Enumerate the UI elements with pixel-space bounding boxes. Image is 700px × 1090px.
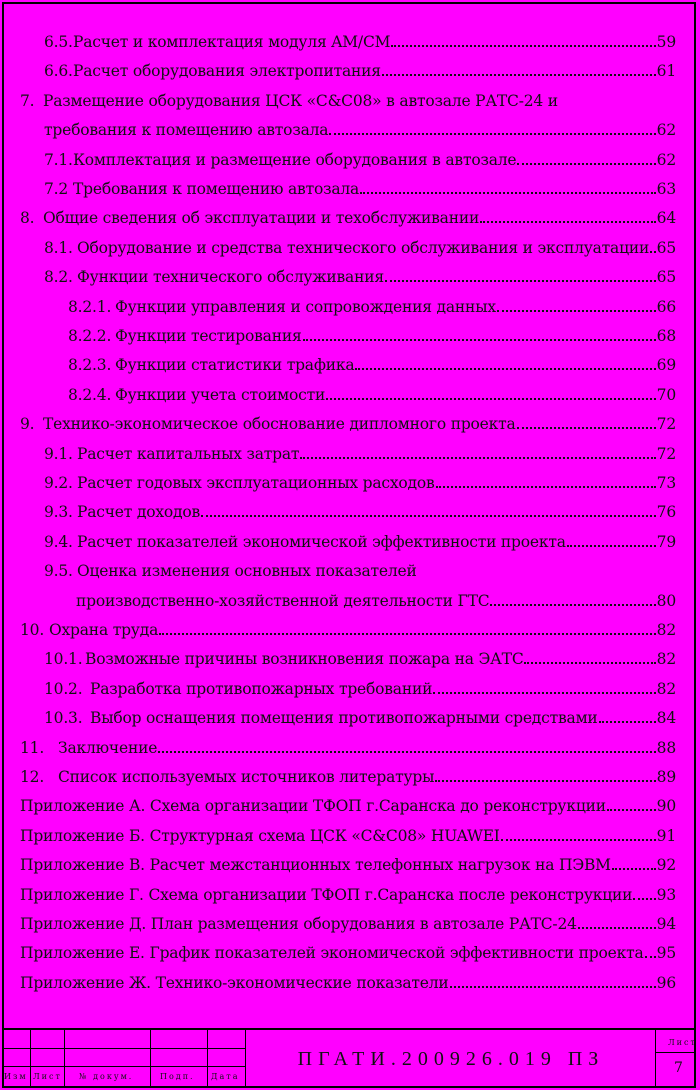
toc-entry: [20, 786, 676, 815]
toc-entry: [76, 581, 676, 610]
toc-entry-page: 79: [656, 532, 676, 551]
toc-entry: [20, 81, 676, 110]
stamp-label-list: Лист: [33, 1072, 62, 1081]
toc-entry-page: 65: [656, 268, 676, 287]
toc-entry: [44, 492, 676, 521]
toc-entry-title: Расчет капитальных затрат: [77, 444, 300, 463]
toc-entry-page: 59: [656, 33, 676, 51]
stamp-label-data: Дата: [211, 1072, 240, 1081]
toc-entry: [20, 933, 676, 962]
toc-leader-dots: [159, 633, 656, 635]
toc-entry: [68, 345, 676, 374]
toc-leader-dots: [633, 898, 655, 900]
toc-entry-title: Требования к помещению автозала: [73, 180, 360, 198]
toc-entry-page: 76: [656, 503, 676, 522]
stamp-row-line: [655, 1052, 694, 1053]
toc-entry-title: Возможные причины возникновения пожара на ЭАТС: [85, 650, 524, 669]
toc-entry: [44, 110, 676, 139]
sheet-number: 7: [674, 1060, 683, 1076]
toc-entry-page: 72: [656, 444, 676, 463]
toc-entry: [20, 198, 676, 227]
stamp-row-line: [2, 1048, 245, 1049]
toc-leader-dots: [450, 986, 656, 988]
toc-entry: [44, 434, 676, 463]
toc-entry-number: 12.: [20, 768, 45, 786]
toc-entry: [44, 698, 676, 727]
toc-entry-page: 64: [656, 209, 676, 228]
toc-entry-page: 93: [656, 885, 676, 904]
toc-entry-title: требования к помещению автозала: [44, 121, 329, 140]
toc-entry-page: 95: [656, 944, 676, 963]
toc-entry-page: 80: [656, 591, 676, 610]
toc-entry-page: 63: [656, 180, 676, 198]
toc-leader-dots: [612, 868, 656, 870]
toc-leader-dots: [480, 221, 656, 223]
toc-entry-title: Функции управления и сопровождения данных: [115, 297, 496, 316]
toc-entry-title: Охрана труда: [49, 621, 159, 639]
toc-entry-number: 8.2.2.: [68, 327, 112, 345]
toc-entry-title: Приложение Д. План размещения оборудования в автозале РАТС-24: [20, 915, 577, 933]
toc-entry-page: 84: [656, 709, 676, 728]
toc-entry: [44, 51, 676, 80]
toc-entry-title: Разработка противопожарных требований: [90, 679, 433, 698]
toc-entry-title: Функции технического обслуживания: [77, 268, 384, 287]
toc-entry-page: 91: [656, 826, 676, 845]
toc-leader-dots: [607, 809, 656, 811]
toc-entry-title: Оценка изменения основных показателей: [77, 562, 417, 581]
toc-entry-title: Заключение: [58, 738, 158, 757]
toc-entry-page: 70: [656, 385, 676, 404]
toc-entry-title: Приложение Б. Структурная схема ЦСК «C&C08» HUAWEI: [20, 826, 500, 845]
toc-entry-page: 92: [656, 856, 676, 875]
toc-entry-title: Расчет и комплектация модуля AM/CM: [73, 33, 391, 51]
toc-entry: [44, 522, 676, 551]
toc-leader-dots: [517, 427, 656, 429]
stamp-divider: [64, 1030, 65, 1088]
toc-entry-number: 9.: [20, 415, 35, 434]
toc-entry-title: Общие сведения об эксплуатации и техобслуживании: [43, 209, 480, 228]
toc-entry: [44, 257, 676, 286]
toc-entry-page: 90: [656, 797, 676, 816]
toc-entry: [20, 816, 676, 845]
toc-leader-dots: [158, 751, 655, 753]
stamp-label-izm: Изм: [4, 1072, 28, 1081]
toc-leader-dots: [355, 368, 655, 370]
toc-entry: [68, 316, 676, 345]
toc-leader-dots: [517, 163, 655, 165]
toc-entry-number: 8.2.1.: [68, 297, 112, 316]
toc-entry-page: 62: [656, 150, 676, 169]
toc-entry-title: Приложение В. Расчет межстанционных телефонных нагрузок на ПЭВМ: [20, 856, 611, 875]
toc-entry-page: 82: [656, 679, 676, 698]
toc-entry-number: 10.3.: [44, 709, 83, 728]
stamp-divider: [150, 1030, 151, 1088]
toc-entry-title: Расчет доходов: [77, 503, 201, 522]
toc-entry-number: 10.1.: [44, 650, 83, 669]
toc-entry: [20, 728, 676, 757]
toc-leader-dots: [578, 927, 656, 929]
toc-entry-number: 6.5.: [44, 33, 73, 51]
toc-entry-title: Расчет годовых эксплуатационных расходов: [77, 474, 435, 492]
toc-leader-dots: [650, 251, 656, 253]
toc-leader-dots: [385, 280, 656, 282]
toc-entry-title: Выбор оснащения помещения противопожарными средствами: [90, 709, 598, 728]
toc-entry: [68, 287, 676, 316]
toc-entry: [20, 610, 676, 639]
toc-entry-number: 7.1.: [44, 150, 73, 169]
toc-entry-number: 8.2.3.: [68, 356, 112, 375]
toc-leader-dots: [497, 310, 656, 312]
toc-entry-number: 8.2.: [44, 268, 73, 287]
toc-leader-dots: [599, 721, 656, 723]
toc-entry-title: Приложение Е. График показателей экономической эффективности проекта: [20, 944, 644, 963]
toc-entry-title: Расчет показателей экономической эффективности проекта: [77, 532, 566, 551]
toc-leader-dots: [645, 956, 656, 958]
title-block-stamp: [2, 1028, 696, 1088]
toc-entry-number: 9.3.: [44, 503, 73, 522]
toc-leader-dots: [303, 339, 656, 341]
stamp-label-podp: Подп.: [160, 1072, 195, 1081]
toc-leader-dots: [501, 839, 656, 841]
toc-entry-title: Размещение оборудования ЦСК «C&C08» в автозале РАТС-24 и: [43, 91, 558, 110]
toc-leader-dots: [360, 192, 656, 194]
toc-entry-page: 66: [656, 297, 676, 316]
toc-entry: [20, 963, 676, 992]
toc-entry-title: Функции тестирования: [115, 327, 302, 345]
toc-entry-page: 88: [656, 738, 676, 757]
toc-entry: [20, 875, 676, 904]
toc-leader-dots: [326, 398, 656, 400]
toc-entry-title: производственно-хозяйственной деятельности ГТС: [76, 591, 490, 610]
toc-entry: [20, 404, 676, 433]
toc-entry-page: 73: [656, 474, 676, 492]
toc-entry: [20, 757, 676, 786]
toc-leader-dots: [436, 486, 656, 488]
stamp-divider: [207, 1030, 208, 1088]
toc-entry-number: 9.4.: [44, 532, 73, 551]
toc-entry-number: 11.: [20, 738, 45, 757]
sheet-label: Лист: [668, 1038, 697, 1047]
toc-entry-page: 61: [656, 62, 676, 81]
toc-entry: [20, 904, 676, 933]
toc-entry: [44, 639, 676, 668]
toc-leader-dots: [201, 515, 656, 517]
toc-entry: [44, 169, 676, 198]
toc-entry-number: 9.2.: [44, 474, 73, 492]
toc-entry-title: Список используемых источников литературы: [58, 768, 435, 786]
toc-entry-number: 8.2.4.: [68, 385, 112, 404]
toc-entry-number: 8.1.: [44, 238, 73, 257]
toc-entry-number: 6.6.: [44, 62, 73, 81]
toc-entry: [44, 228, 676, 257]
toc-leader-dots: [435, 780, 655, 782]
document-code: ПГАТИ.200926.019 ПЗ: [297, 1047, 605, 1070]
toc-entry-number: 9.5.: [44, 562, 73, 581]
toc-entry-title: Приложение Г. Схема организации ТФОП г.Саранска после реконструкции: [20, 885, 633, 904]
toc-leader-dots: [524, 662, 655, 664]
toc-entry-page: 96: [656, 973, 676, 992]
toc-entry-title: Оборудование и средства технического обслуживания и эксплуатации: [77, 238, 650, 257]
toc-entry-page: 94: [656, 915, 676, 933]
toc-entry: [44, 669, 676, 698]
toc-entry-number: 7.: [20, 91, 35, 110]
toc-entry: [68, 375, 676, 404]
toc-entry-title: Функции статистики трафика: [115, 356, 355, 375]
toc-entry-title: Расчет оборудования электропитания: [73, 62, 381, 81]
toc-entry-number: 7.2: [44, 180, 69, 198]
toc-entry: [44, 551, 676, 580]
toc-leader-dots: [391, 45, 655, 47]
toc-entry: [44, 463, 676, 492]
toc-entry-number: 9.1.: [44, 444, 73, 463]
toc-leader-dots: [433, 692, 655, 694]
toc-entry-title: Комплектация и размещение оборудования в автозале: [73, 150, 517, 169]
toc-entry-title: Приложение Ж. Технико-экономические показатели: [20, 973, 449, 992]
toc-leader-dots: [490, 604, 655, 606]
toc-entry-page: 82: [656, 621, 676, 639]
toc-entry-page: 69: [656, 356, 676, 375]
stamp-label-dokum: № докум.: [79, 1072, 134, 1081]
toc-entry-page: 72: [656, 415, 676, 434]
stamp-divider: [30, 1030, 31, 1088]
toc-leader-dots: [567, 545, 656, 547]
toc-entry-number: 8.: [20, 209, 35, 228]
toc-entry-title: Технико-экономическое обоснование дипломного проекта: [43, 415, 516, 434]
toc-leader-dots: [300, 457, 655, 459]
toc-entry-title: Приложение А. Схема организации ТФОП г.Саранска до реконструкции: [20, 797, 606, 816]
toc-entry: [44, 140, 676, 169]
toc-entry-title: Функции учета стоимости: [115, 385, 326, 404]
toc-entry: [44, 22, 676, 51]
stamp-divider: [655, 1030, 656, 1088]
toc-entry-page: 82: [656, 650, 676, 669]
toc-leader-dots: [329, 133, 655, 135]
stamp-row-line: [2, 1066, 245, 1067]
stamp-divider: [245, 1030, 246, 1088]
toc-entry: [20, 845, 676, 874]
toc-entry-number: 10.: [20, 621, 45, 639]
toc-entry-number: 10.2.: [44, 679, 83, 698]
toc-entry-page: 65: [656, 238, 676, 257]
toc-entry-page: 68: [656, 327, 676, 345]
toc-leader-dots: [382, 74, 656, 76]
toc-entry-page: 62: [656, 121, 676, 140]
toc-entry-page: 89: [656, 768, 676, 786]
